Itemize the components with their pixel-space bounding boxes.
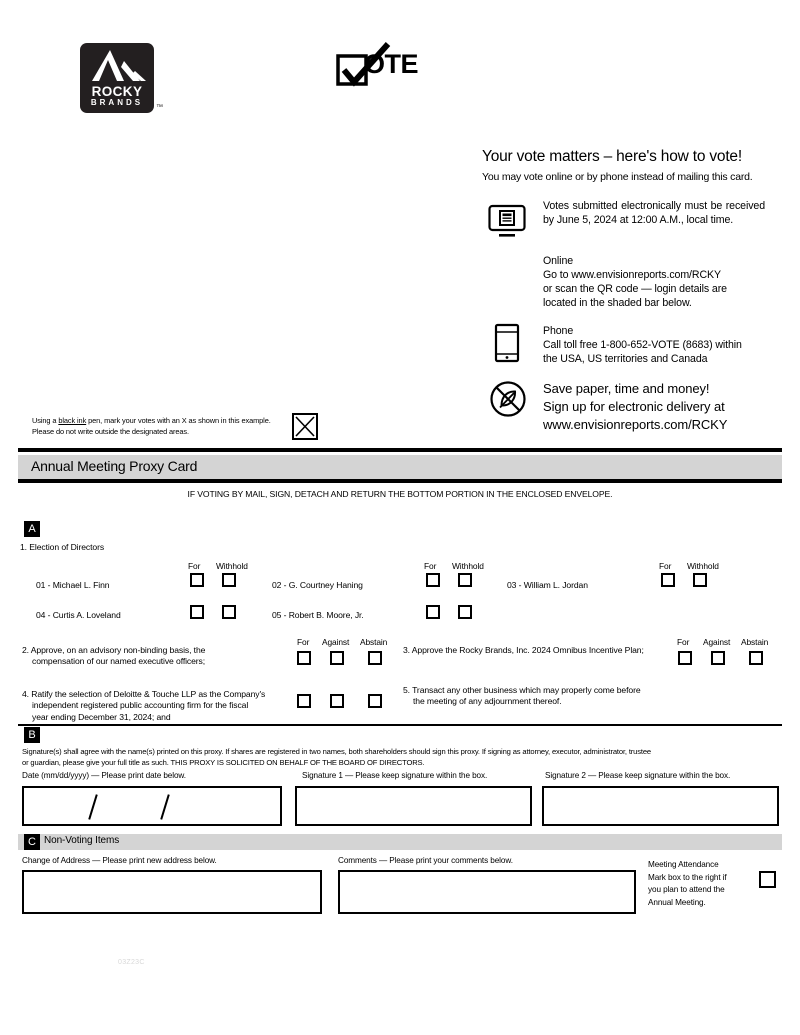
date-input-box[interactable] [22,786,282,826]
x-mark-icon [294,415,316,438]
checkbox-meeting-attendance[interactable] [759,871,776,888]
checkbox-director-03-for[interactable] [661,573,675,587]
online-title: Online [543,255,574,267]
col-head-withhold-1: Withhold [216,561,248,571]
signature1-input-box[interactable] [295,786,532,826]
footer-form-code: 03Z23C [118,959,145,966]
signature-legal-text [22,747,780,768]
pen-note-line2: Please do not write outside the designated areas. [32,427,189,436]
col-head-for-2: For [424,561,437,571]
prop-col-for-right: For [677,637,690,647]
checkbox-proposal-4-abstain[interactable] [368,694,382,708]
attendance-line2: Mark box to the right if [648,872,727,882]
prop-col-abstain-right: Abstain [741,637,769,647]
director-name-03: 03 - William L. Jordan [507,580,588,590]
rocky-brands-logo [80,43,154,113]
pen-note-underline: black ink [58,416,87,425]
proposal-2-line1: 2. Approve, on an advisory non-binding basis, the [22,645,206,655]
divider-below-bar [18,479,782,483]
phone-title: Phone [543,325,574,337]
online-qr-line: or scan the QR code — login details are [543,283,727,295]
checkbox-director-05-withhold[interactable] [458,605,472,619]
vote-matters-subhead: You may vote online or by phone instead of mailing this card. [482,171,753,183]
change-of-address-label: Change of Address — Please print new address below. [22,856,217,865]
divider-top [18,448,782,452]
checkbox-proposal-2-against[interactable] [330,651,344,665]
proposal-4-line3: year ending December 31, 2024; and [32,711,171,722]
proposal-3-line1: 3. Approve the Rocky Brands, Inc. 2024 Omnibus Incentive Plan; [403,645,644,655]
col-head-for-1: For [188,561,201,571]
col-head-for-3: For [659,561,672,571]
mountain-icon [80,43,154,87]
checkbox-director-05-for[interactable] [426,605,440,619]
checkbox-director-01-withhold[interactable] [222,573,236,587]
checkbox-proposal-2-for[interactable] [297,651,311,665]
pen-note-prefix: Using a [32,416,59,425]
signature2-input-box[interactable] [542,786,779,826]
checkbox-director-02-for[interactable] [426,573,440,587]
comments-label: Comments — Please print your comments below. [338,856,513,865]
vote-matters-headline: Your vote matters – here's how to vote! [482,148,742,165]
checkbox-proposal-3-abstain[interactable] [749,651,763,665]
checkbox-proposal-4-for[interactable] [297,694,311,708]
checkbox-director-01-for[interactable] [190,573,204,587]
save-paper-url: www.envisionreports.com/RCKY [543,417,728,432]
online-shadedbar-line: located in the shaded bar below. [543,297,692,309]
proxy-card-title: Annual Meeting Proxy Card [31,458,198,474]
prop-col-abstain-left: Abstain [360,637,388,647]
proposal-4-line2: independent registered public accounting firm for the fiscal [32,700,249,711]
section-c-badge: C [24,834,40,850]
proposal-2-line2: compensation of our named executive officers; [32,656,206,667]
comments-input-box[interactable] [338,870,636,914]
signature-legal-line1: Signature(s) shall agree with the name(s) printed on this proxy. If shares are registered in two names, both shareholders should sign this proxy. If signing as attorney, executor, administrator, trustee [22,747,651,756]
non-voting-items-title: Non-Voting Items [44,835,120,846]
checkbox-director-02-withhold[interactable] [458,573,472,587]
save-paper-headline: Save paper, time and money! [543,381,710,396]
date-field-label: Date (mm/dd/yyyy) — Please print date below. [22,771,186,780]
logo-rocky-text: ROCKY [91,84,143,99]
pen-note-suffix: pen, mark your votes with an X as shown in this example. [86,416,271,425]
director-name-04: 04 - Curtis A. Loveland [36,610,121,620]
section-a-badge: A [24,521,40,537]
prop-col-against-right: Against [703,637,731,647]
signature-legal-line2: or guardian, please give your full title as such. THIS PROXY IS SOLICITED ON BEHALF OF THE BOARD OF DIRECTORS. [22,757,425,767]
checkbox-director-04-for[interactable] [190,605,204,619]
phone-number-line: Call toll free 1-800-652-VOTE (8683) within [543,339,742,351]
attendance-line4: Annual Meeting. [648,897,706,907]
monitor-icon [488,203,526,246]
phone-icon [494,323,520,368]
signature2-label: Signature 2 — Please keep signature within the box. [545,771,731,780]
checkbox-proposal-2-abstain[interactable] [368,651,382,665]
pen-instructions [32,415,297,437]
proposal-5-line2: the meeting of any adjournment thereof. [413,696,562,707]
section-b-badge: B [24,727,40,743]
checkbox-director-04-withhold[interactable] [222,605,236,619]
attendance-line3: you plan to attend the [648,885,725,894]
checkbox-director-03-withhold[interactable] [693,573,707,587]
attendance-line1: Meeting Attendance [648,860,719,869]
proposal-5-line1: 5. Transact any other business which may properly come before [403,685,641,695]
col-head-withhold-3: Withhold [687,561,719,571]
date-slash-1 [88,794,98,819]
electronic-deadline-text: Votes submitted electronically must be received by June 5, 2024 at 12:00 A.M., local time. [543,200,765,227]
col-head-withhold-2: Withhold [452,561,484,571]
proposal-4-line1: 4. Ratify the selection of Deloitte & Touche LLP as the Company's [22,689,266,699]
proposal-4-text [22,689,294,723]
checkbox-proposal-3-against[interactable] [711,651,725,665]
change-of-address-input-box[interactable] [22,870,322,914]
leaf-icon [489,380,527,423]
online-url-line: Go to www.envisionreports.com/RCKY [543,269,721,281]
save-paper-signup-line: Sign up for electronic delivery at [543,399,725,414]
prop-col-for-left: For [297,637,310,647]
signature1-label: Signature 1 — Please keep signature within the box. [302,771,488,780]
director-name-02: 02 - G. Courtney Haning [272,580,363,590]
proposal-5-text [403,685,683,708]
checkbox-proposal-3-for[interactable] [678,651,692,665]
vote-logo [336,42,418,90]
non-voting-items-bar [18,834,782,850]
trademark-symbol: ™ [156,104,163,111]
phone-region-line: the USA, US territories and Canada [543,353,708,365]
election-of-directors-heading: 1. Election of Directors [20,542,105,552]
mail-instruction-note: IF VOTING BY MAIL, SIGN, DETACH AND RETURN THE BOTTOM PORTION IN THE ENCLOSED ENVELOPE. [187,489,613,499]
divider-section-b [18,724,782,726]
prop-col-against-left: Against [322,637,350,647]
checkbox-proposal-4-against[interactable] [330,694,344,708]
director-name-01: 01 - Michael L. Finn [36,580,110,590]
example-mark-box [292,413,318,440]
director-name-05: 05 - Robert B. Moore, Jr. [272,610,364,620]
vote-logo-text: OTE [364,49,419,79]
meeting-attendance-text [648,859,753,909]
proposal-3-text [403,645,668,656]
date-slash-2 [160,794,170,819]
logo-brands-text: BRANDS [90,98,144,107]
proposal-2-text [22,645,287,668]
